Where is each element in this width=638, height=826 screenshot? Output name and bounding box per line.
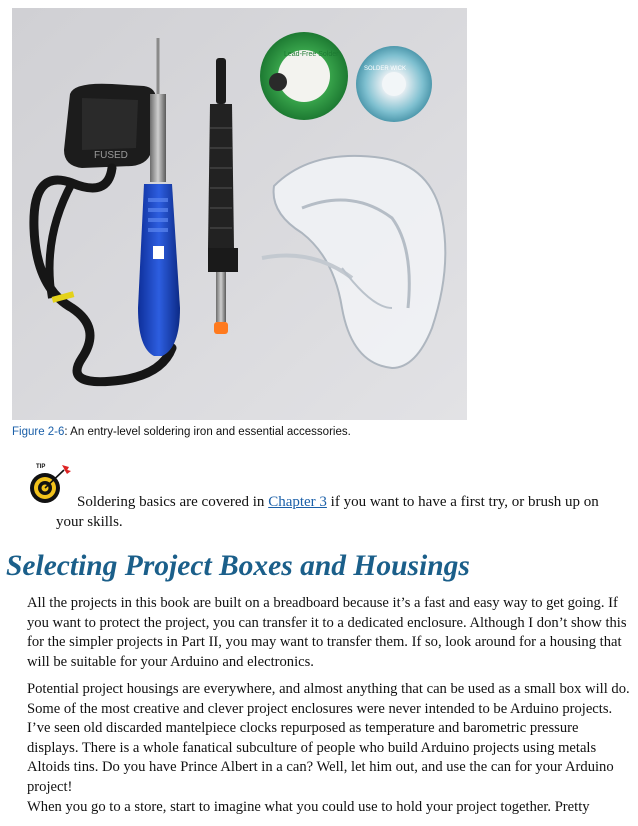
body-paragraph-1: All the projects in this book are built on a breadboard because it’s a fast and easy way to get going. If you want to protect the project, you can transfer it to a dedicated enclosure. Although I don’t show this for the simpler projects in Part II, you may want to transfer them. If so, look around for a housing that will be suitable for your Arduino and electronics. [27,595,627,670]
body-paragraph-2: Potential project housings are everywhere, and almost anything that can be used as a small box will do. Some of the most creative and clever project enclosures were never intended to be Arduino projects. I’ve seen old discarded mantelpiece clocks repurposed as temperature and barometric pressure displays. There is a whole fanatical subculture of people who build Arduino projects using metals Altoids tins. Do you have Prince Albert in a can? Well, let him out, and use the can for your Arduino project! [27,681,630,795]
section-heading: Selecting Project Boxes and Housings [6,550,470,582]
tip-text [56,492,624,532]
solder-reel-label: Lead-Free Solder [284,51,339,58]
figure-caption-text: : An entry-level soldering iron and essential accessories. [64,426,351,438]
tip-text-after: if you want to have a first try, or brush up on your skills. [56,494,599,530]
plug-text: FUSED [94,150,128,161]
body-paragraph-3: When you go to a store, start to imagine what you could use to hold your project together. Pretty [27,799,590,815]
wick-reel-label: SOLDER WICK [364,66,407,72]
tip-icon-label: TIP [36,464,46,470]
figure-photo [12,8,467,420]
figure-caption [12,426,612,438]
tip-text-before: Soldering basics are covered in [77,494,269,510]
figure-label: Figure 2-6 [12,426,65,438]
chapter-3-link[interactable]: Chapter 3 [268,494,327,510]
